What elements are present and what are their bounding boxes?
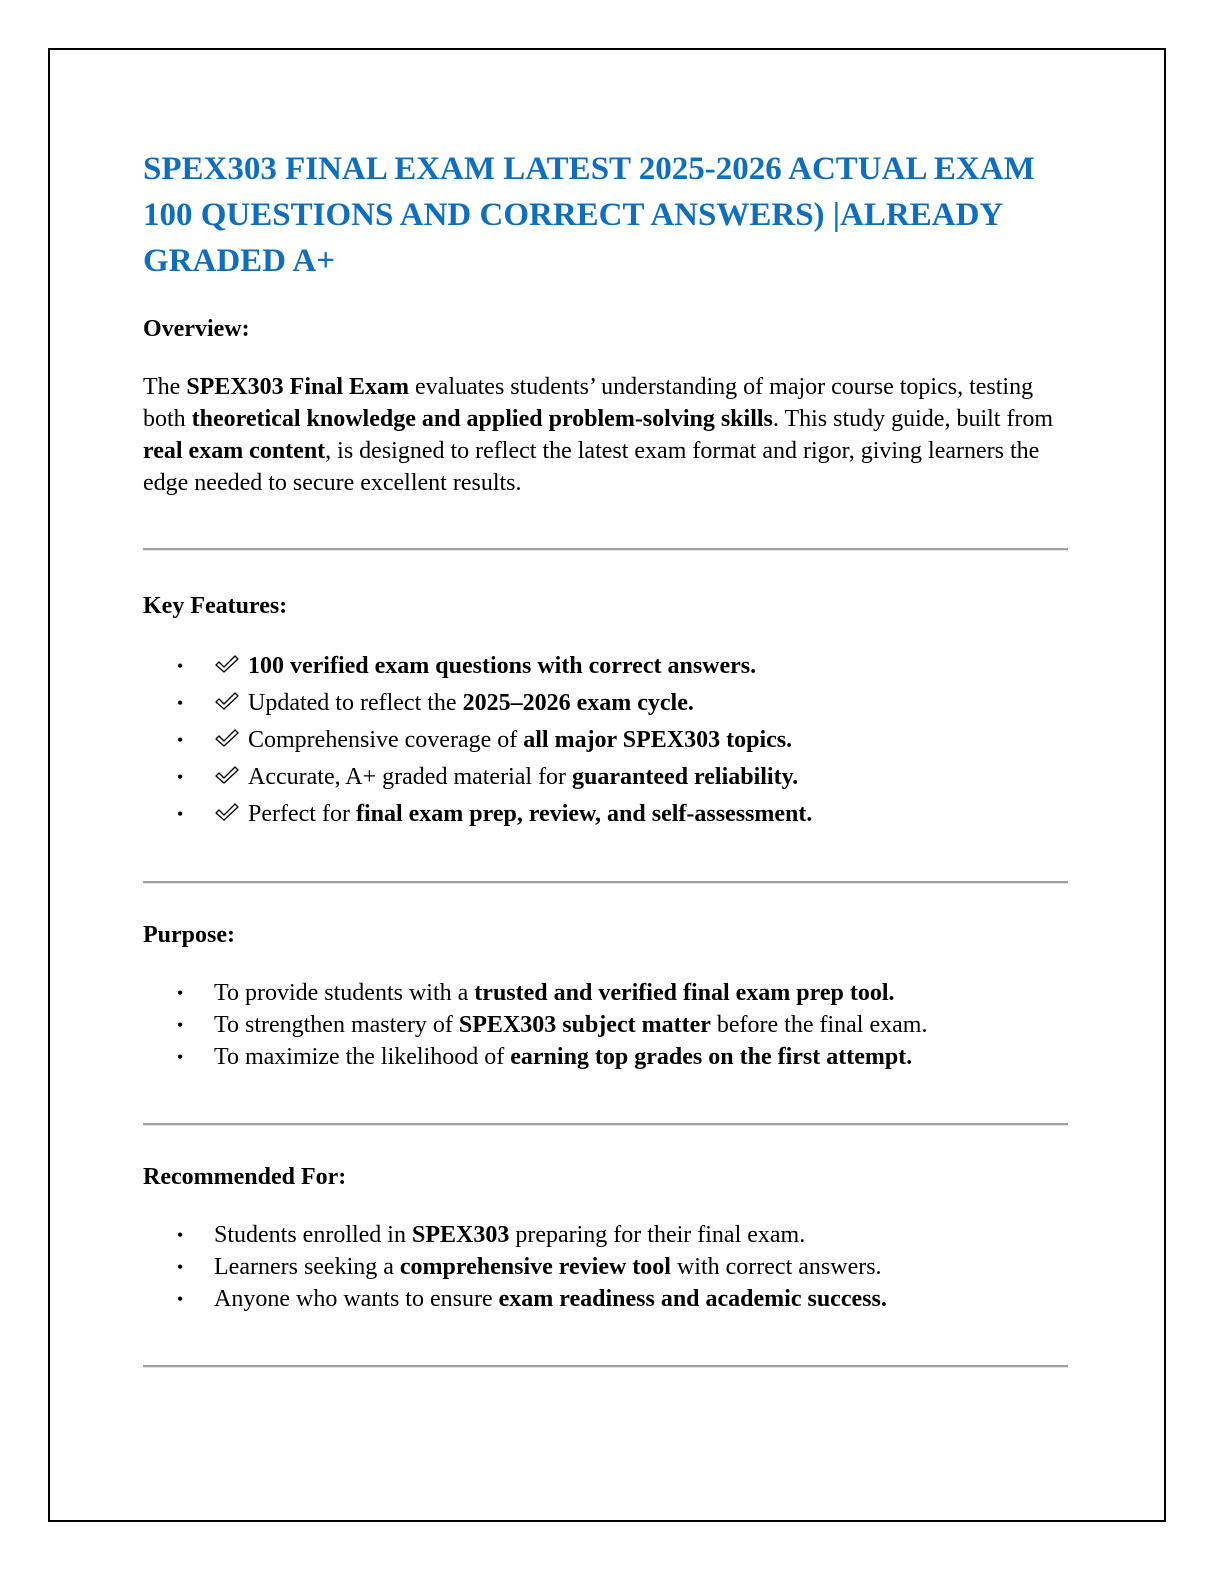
bold-text: SPEX303 subject matter — [458, 1012, 711, 1038]
list-item — [143, 648, 1073, 685]
text: Anyone who wants to ensure — [214, 1286, 499, 1312]
section-divider — [143, 1365, 1068, 1368]
bold-text: 100 verified exam questions with correct answers. — [248, 653, 757, 679]
bold-text: theoretical knowledge and applied problem-solving skills — [191, 406, 773, 432]
recommended-for-list — [143, 1219, 1073, 1315]
bold-text: real exam content — [143, 438, 326, 464]
bullet-icon: • — [177, 1047, 184, 1067]
overview-paragraph — [143, 371, 1073, 499]
bold-text: SPEX303 — [411, 1222, 510, 1248]
check-outline-icon — [214, 760, 240, 780]
list-item — [143, 977, 1073, 1009]
bold-text: SPEX303 Final Exam — [186, 374, 410, 400]
bullet-icon: • — [177, 1015, 184, 1035]
text: . This study guide, built from — [772, 406, 1054, 432]
list-item — [143, 722, 1073, 759]
text: Comprehensive coverage of — [248, 727, 524, 753]
text: To maximize the likelihood of — [214, 1044, 511, 1070]
bold-text: guaranteed reliability. — [572, 764, 799, 790]
list-item — [143, 759, 1073, 796]
bullet-icon: • — [177, 693, 184, 713]
bold-text: trusted and verified final exam prep tool. — [474, 980, 895, 1006]
section-divider — [143, 881, 1068, 884]
check-outline-icon — [214, 797, 240, 817]
text: with correct answers. — [670, 1254, 882, 1280]
check-outline-icon — [214, 686, 240, 706]
section-divider — [143, 1123, 1068, 1126]
text: , is designed to reflect the latest exam format and rigor, giving learners the edge needed to secure excellent results. — [143, 438, 1040, 496]
bullet-icon: • — [177, 730, 184, 750]
bullet-icon: • — [177, 1257, 184, 1277]
bullet-icon: • — [177, 983, 184, 1003]
document-title: SPEX303 FINAL EXAM LATEST 2025-2026 ACTUAL EXAM 100 QUESTIONS AND CORRECT ANSWERS) |ALREADY GRADED A+ — [143, 151, 1035, 279]
purpose-heading: Purpose: — [143, 922, 235, 948]
bold-text: comprehensive review tool — [399, 1254, 671, 1280]
key-features-list — [143, 648, 1073, 833]
bullet-icon: • — [177, 1289, 184, 1309]
text: evaluates students’ understanding of major course topics, testing both — [143, 374, 1034, 432]
text: Updated to reflect the — [248, 690, 463, 716]
text: before the final exam. — [710, 1012, 928, 1038]
bullet-icon: • — [177, 804, 184, 824]
text: preparing for their final exam. — [509, 1222, 806, 1248]
bullet-icon: • — [177, 767, 184, 787]
text: Students enrolled in — [214, 1222, 412, 1248]
purpose-list — [143, 977, 1073, 1073]
bullet-icon: • — [177, 1225, 184, 1245]
check-outline-icon — [214, 649, 240, 669]
text: Learners seeking a — [214, 1254, 400, 1280]
list-item — [143, 1041, 1073, 1073]
list-item — [143, 1219, 1073, 1251]
bold-text: exam readiness and academic success. — [498, 1286, 887, 1312]
recommended-for-heading: Recommended For: — [143, 1164, 347, 1190]
section-divider — [143, 548, 1068, 551]
bold-text: 2025–2026 exam cycle. — [462, 690, 694, 716]
list-item — [143, 1251, 1073, 1283]
key-features-heading: Key Features: — [143, 593, 288, 619]
bold-text: earning top grades on the first attempt. — [510, 1044, 913, 1070]
check-outline-icon — [214, 723, 240, 743]
text: To strengthen mastery of — [214, 1012, 459, 1038]
text: Accurate, A+ graded material for — [248, 764, 573, 790]
text: The — [143, 374, 187, 400]
text: Perfect for — [248, 801, 356, 827]
list-item — [143, 1009, 1073, 1041]
list-item — [143, 685, 1073, 722]
bold-text: final exam prep, review, and self-assessment. — [355, 801, 813, 827]
bold-text: all major SPEX303 topics. — [523, 727, 793, 753]
list-item — [143, 796, 1073, 833]
text: To provide students with a — [214, 980, 475, 1006]
bullet-icon: • — [177, 656, 184, 676]
overview-heading: Overview: — [143, 316, 250, 342]
list-item — [143, 1283, 1073, 1315]
